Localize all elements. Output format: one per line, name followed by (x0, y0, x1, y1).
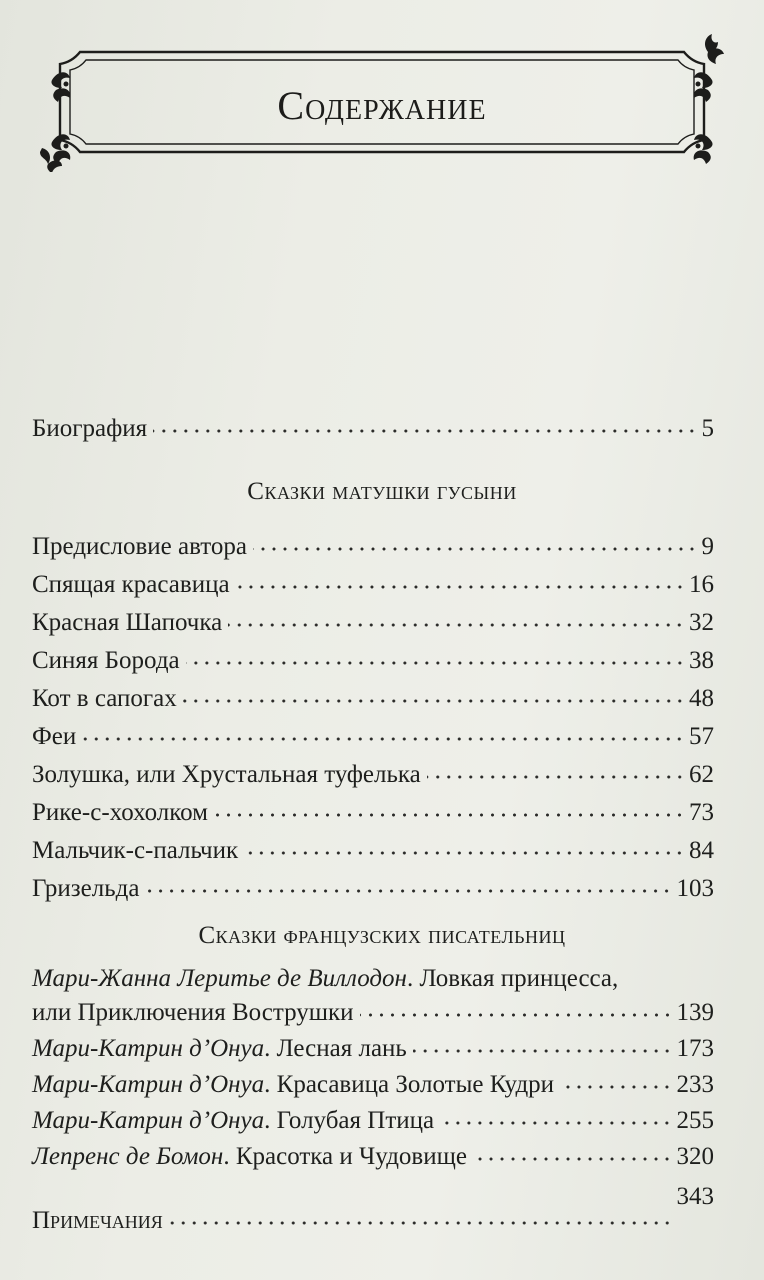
leader-dots (183, 694, 685, 708)
toc-entry (32, 794, 714, 828)
toc-entry-page: 73 (689, 799, 714, 826)
toc-entry-title: Голубая Птица (276, 1107, 435, 1134)
toc-entry (32, 756, 714, 790)
section-heading-mother-goose: Сказки матушки гусыни (247, 478, 517, 505)
leader-dots (560, 1080, 672, 1094)
toc-entry-title: Рике-с-хохолком (32, 799, 208, 826)
toc-entry-page: 139 (676, 999, 714, 1026)
leader-dots (169, 1216, 673, 1230)
toc-entry-line1: Мари-Жанна Леритье де Виллодон. Ловкая принцесса, (32, 965, 619, 992)
toc-entry-author: Мари-Катрин д’Онуа (32, 1035, 265, 1062)
toc-entry-page: 62 (689, 761, 714, 788)
toc-entry (32, 604, 714, 638)
toc-entry-page: 32 (689, 609, 714, 636)
toc-entry-page: 233 (676, 1071, 714, 1098)
leader-dots (214, 808, 685, 822)
title-frame (32, 22, 732, 172)
toc-entry-author: Лепренс де Бомон (32, 1143, 224, 1170)
toc-entry-author: Мари-Жанна Леритье де Виллодон (32, 965, 407, 992)
toc-entry (32, 680, 714, 714)
toc-entry (32, 528, 714, 562)
toc-entry (32, 642, 714, 676)
toc-entry-page: 16 (689, 571, 714, 598)
leader-dots (82, 732, 685, 746)
toc-entry-title: Примечания (32, 1207, 163, 1234)
toc-entry-title: Мальчик-с-пальчик (32, 837, 239, 864)
toc-entry-page: 320 (676, 1143, 714, 1170)
toc-entry-title: Красотка и Чудовище (235, 1143, 467, 1170)
toc-entry-page: 255 (676, 1107, 714, 1134)
toc-entry-title: Лесная лань (276, 1035, 407, 1062)
toc-entry-page: 48 (689, 685, 714, 712)
toc-entry-page: 57 (689, 723, 714, 750)
leader-dots (153, 424, 697, 438)
toc-entry-author: Мари-Катрин д’Онуа (32, 1071, 265, 1098)
page-title: Содержание (277, 83, 487, 128)
toc-entry-title: Кот в сапогах (32, 685, 177, 712)
leader-dots (413, 1044, 673, 1058)
leader-dots (228, 618, 685, 632)
toc-entry-title: Красавица Золотые Кудри (276, 1071, 555, 1098)
toc-entry-title: Гризельда (32, 875, 140, 902)
toc-entry-page: 84 (689, 837, 714, 864)
toc-entry: Лепренс де Бомон. Красотка и Чудовище 320 (32, 1143, 714, 1170)
toc-entry-author: Мари-Катрин д’Онуа (32, 1107, 265, 1134)
leader-dots (473, 1152, 673, 1166)
toc-entry-title: Золушка, или Хрустальная туфелька (32, 761, 421, 788)
toc-entry: Мари-Катрин д’Онуа. Красавица Золотые Кудри 233 (32, 1071, 714, 1098)
leader-dots (427, 770, 685, 784)
toc-entry-biography (32, 410, 714, 444)
toc-entry-title: Красная Шапочка (32, 609, 223, 636)
toc-entry: Мари-Катрин д’Онуа. Лесная лань 173 (32, 1035, 714, 1062)
toc-entry (32, 718, 714, 752)
toc-entry (32, 870, 714, 904)
toc-entry-title: Биография (32, 415, 148, 442)
toc-entry-title: или Приключения Вострушки (32, 999, 354, 1026)
toc-entry-page: 38 (689, 647, 714, 674)
toc-entry-page: 5 (701, 415, 714, 442)
toc-entry (32, 832, 714, 866)
leader-dots (145, 884, 672, 898)
toc-entry-title: Феи (32, 723, 77, 750)
toc-entry-title: Ловкая принцесса, (419, 965, 619, 992)
leader-dots (440, 1116, 672, 1130)
leader-dots (244, 846, 685, 860)
toc-entry-page: 9 (701, 533, 714, 560)
toc-entry-page: 343 (676, 1183, 714, 1210)
toc-entry (32, 994, 714, 1028)
leader-dots (186, 656, 685, 670)
leader-dots (236, 580, 685, 594)
toc-entry-page: 103 (676, 875, 714, 902)
toc-entry: Мари-Катрин д’Онуа. Голубая Птица 255 (32, 1107, 714, 1134)
section-heading-french-writers: Сказки французских писательниц (198, 922, 566, 949)
toc-entry-title: Предисловие автора (32, 533, 247, 560)
toc-entry-page: 173 (676, 1035, 714, 1062)
leader-dots (253, 542, 698, 556)
toc-entry-title: Спящая красавица (32, 571, 230, 598)
toc-entry-title: Синяя Борода (32, 647, 180, 674)
leader-dots (360, 1008, 673, 1022)
toc-entry (32, 566, 714, 600)
toc-entry-notes (32, 1183, 714, 1236)
